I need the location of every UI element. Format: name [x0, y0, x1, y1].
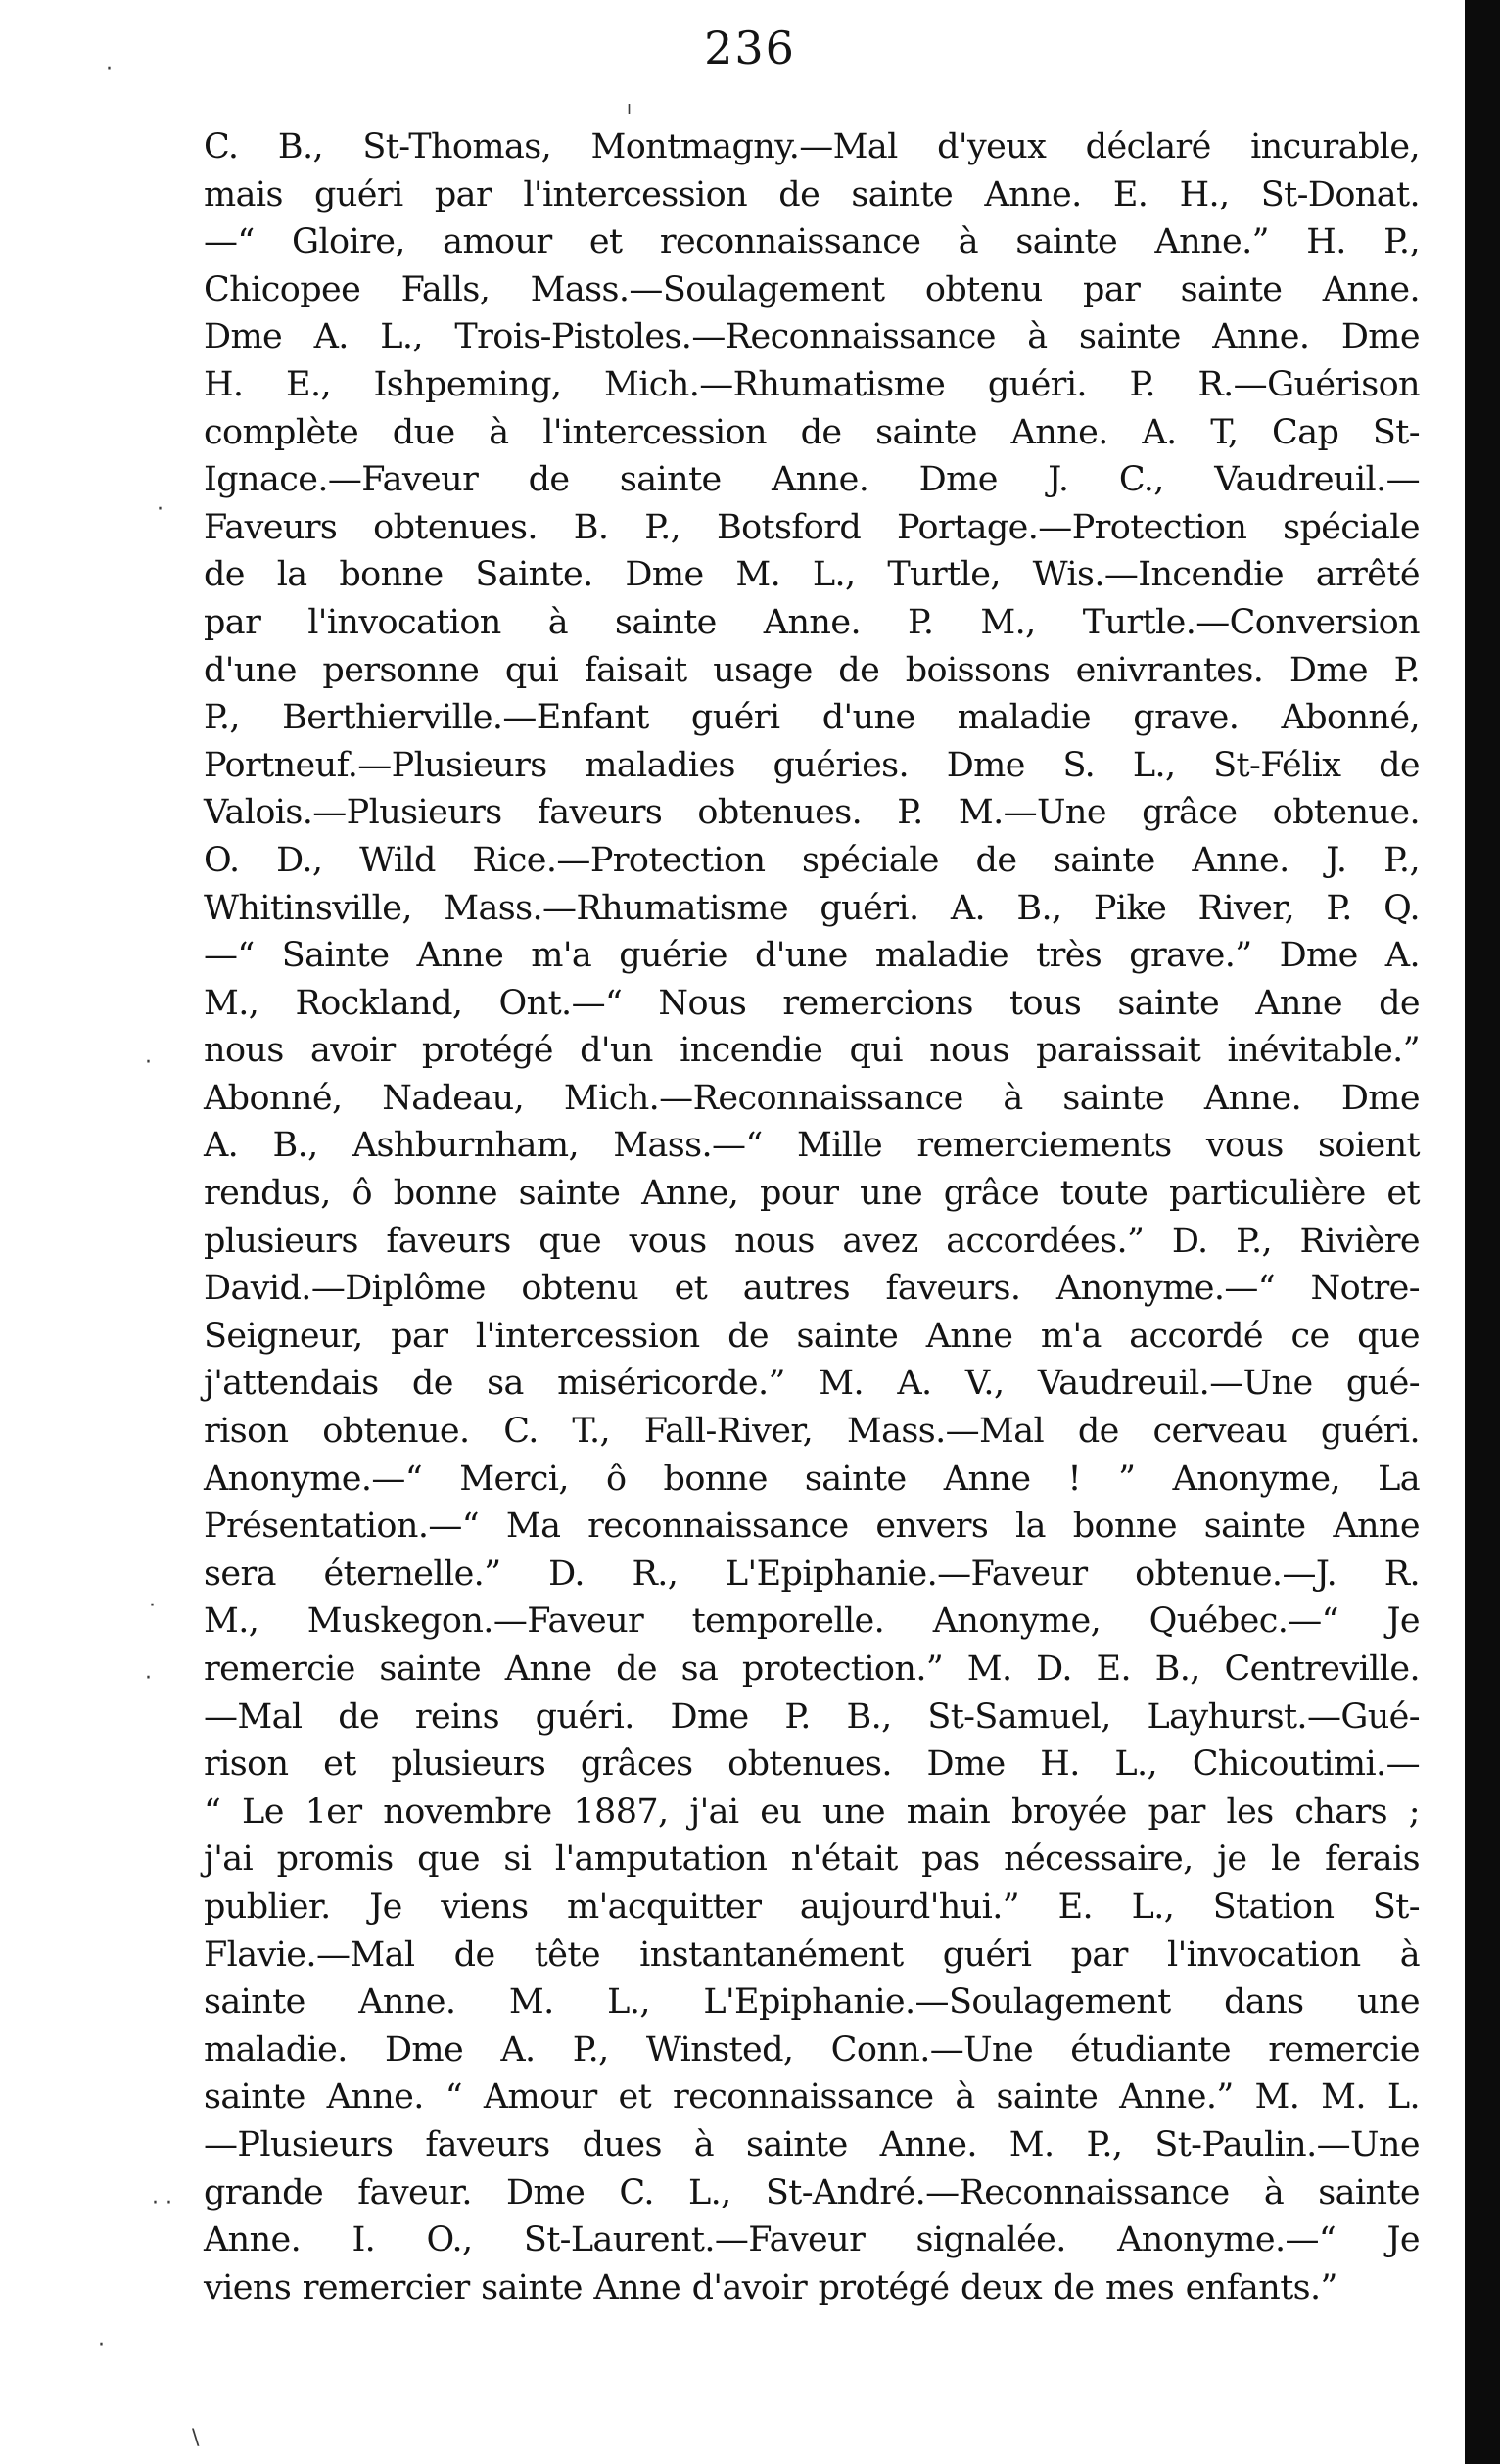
text-line: C. B., St-Thomas, Montmagny.—Mal d'yeux déclaré incurable,: [204, 127, 1420, 166]
text-line: d'une personne qui faisait usage de boissons enivrantes. Dme P.: [204, 650, 1420, 690]
text-line: j'ai promis que si l'amputation n'était pas nécessaire, je le ferais: [204, 1839, 1420, 1880]
body-text: [204, 123, 1420, 2311]
text-line: nous avoir protégé d'un incendie qui nous paraissait inévitable.”: [204, 1031, 1420, 1071]
text-line: Portneuf.—Plusieurs maladies guéries. Dme S. L., St-Félix de: [204, 745, 1420, 785]
page-number: 236: [704, 22, 796, 74]
text-line: Anonyme.—“ Merci, ô bonne sainte Anne ! ” Anonyme, La: [204, 1459, 1420, 1499]
scan-speck: ·: [106, 57, 113, 81]
scan-speck: ·: [157, 497, 164, 522]
text-line: remercie sainte Anne de sa protection.” M. D. E. B., Centreville.: [204, 1650, 1420, 1689]
text-line: maladie. Dme A. P., Winsted, Conn.—Une étudiante remercie: [204, 2029, 1420, 2069]
text-line: par l'invocation à sainte Anne. P. M., Turtle.—Conversion: [204, 602, 1420, 642]
text-line: David.—Diplôme obtenu et autres faveurs. Anonyme.—“ Notre-: [204, 1269, 1420, 1309]
text-line: de la bonne Sainte. Dme M. L., Turtle, Wis.—Incendie arrêté: [204, 555, 1420, 595]
text-line: Abonné, Nadeau, Mich.—Reconnaissance à sainte Anne. Dme: [204, 1078, 1420, 1118]
text-line: Chicopee Falls, Mass.—Soulagement obtenu par sainte Anne.: [204, 269, 1420, 309]
text-line: Whitinsville, Mass.—Rhumatisme guéri. A. B., Pike River, P. Q.: [204, 888, 1420, 928]
text-line: Flavie.—Mal de tête instantanément guéri par l'invocation à: [204, 1934, 1420, 1975]
scan-speck: ·: [149, 1594, 156, 1618]
text-line: Valois.—Plusieurs faveurs obtenues. P. M.—Une grâce obtenue.: [204, 793, 1420, 833]
text-line: —“ Gloire, amour et reconnaissance à sainte Anne.” H. P.,: [204, 222, 1420, 262]
text-line: —Plusieurs faveurs dues à sainte Anne. M. P., St-Paulin.—Une: [204, 2124, 1420, 2164]
text-line: —“ Sainte Anne m'a guérie d'une maladie très grave.” Dme A.: [204, 936, 1420, 976]
text-line: H. E., Ishpeming, Mich.—Rhumatisme guéri. P. R.—Guérison: [204, 364, 1420, 404]
scan-speck: · ·: [152, 2191, 172, 2215]
text-line: j'attendais de sa miséricorde.” M. A. V., Vaudreuil.—Une gué-: [204, 1364, 1420, 1404]
text-line: Faveurs obtenues. B. P., Botsford Portage.—Protection spéciale: [204, 507, 1420, 547]
scan-speck: ·: [98, 2333, 105, 2357]
text-line: rison et plusieurs grâces obtenues. Dme H. L., Chicoutimi.—: [204, 1744, 1420, 1785]
text-line: grande faveur. Dme C. L., St-André.—Reconnaissance à sainte: [204, 2172, 1420, 2212]
text-line: complète due à l'intercession de sainte Anne. A. T, Cap St-: [204, 412, 1420, 452]
text-line: P., Berthierville.—Enfant guéri d'une maladie grave. Abonné,: [204, 698, 1420, 738]
text-line: publier. Je viens m'acquitter aujourd'hui.” E. L., Station St-: [204, 1886, 1420, 1927]
scan-edge-shadow: [1465, 0, 1500, 2464]
text-line: rison obtenue. C. T., Fall-River, Mass.—Mal de cerveau guéri.: [204, 1412, 1420, 1452]
text-line: plusieurs faveurs que vous nous avez accordées.” D. P., Rivière: [204, 1221, 1420, 1261]
text-line: “ Le 1er novembre 1887, j'ai eu une main broyée par les chars ;: [204, 1791, 1420, 1832]
text-line: sera éternelle.” D. R., L'Epiphanie.—Faveur obtenue.—J. R.: [204, 1554, 1420, 1594]
text-line: Seigneur, par l'intercession de sainte Anne m'a accordé ce que: [204, 1316, 1420, 1356]
text-line: Anne. I. O., St-Laurent.—Faveur signalée. Anonyme.—“ Je: [204, 2220, 1420, 2260]
text-line: —Mal de reins guéri. Dme P. B., St-Samuel, Layhurst.—Gué-: [204, 1697, 1420, 1737]
text-line: M., Muskegon.—Faveur temporelle. Anonyme, Québec.—“ Je: [204, 1602, 1420, 1642]
text-line: Présentation.—“ Ma reconnaissance envers la bonne sainte Anne: [204, 1507, 1420, 1547]
text-line: rendus, ô bonne sainte Anne, pour une grâce toute particulière et: [204, 1174, 1420, 1214]
text-line: Ignace.—Faveur de sainte Anne. Dme J. C., Vaudreuil.—: [204, 460, 1420, 500]
scan-speck: \: [192, 2426, 200, 2450]
scan-speck: ·: [145, 1050, 152, 1075]
text-line: sainte Anne. “ Amour et reconnaissance à sainte Anne.” M. M. L.: [204, 2077, 1420, 2117]
text-line: O. D., Wild Rice.—Protection spéciale de sainte Anne. J. P.,: [204, 840, 1420, 880]
text-line: M., Rockland, Ont.—“ Nous remercions tous sainte Anne de: [204, 983, 1420, 1023]
text-line: Dme A. L., Trois-Pistoles.—Reconnaissance à sainte Anne. Dme: [204, 317, 1420, 357]
text-line: A. B., Ashburnham, Mass.—“ Mille remerciements vous soient: [204, 1126, 1420, 1166]
text-line: mais guéri par l'intercession de sainte Anne. E. H., St-Donat.: [204, 174, 1420, 214]
text-line: sainte Anne. M. L., L'Epiphanie.—Soulagement dans une: [204, 1982, 1420, 2022]
scan-speck: ·: [145, 1666, 152, 1691]
text-line: viens remercier sainte Anne d'avoir protégé deux de mes enfants.”: [204, 2267, 1337, 2307]
scan-speck: ı: [627, 98, 633, 118]
